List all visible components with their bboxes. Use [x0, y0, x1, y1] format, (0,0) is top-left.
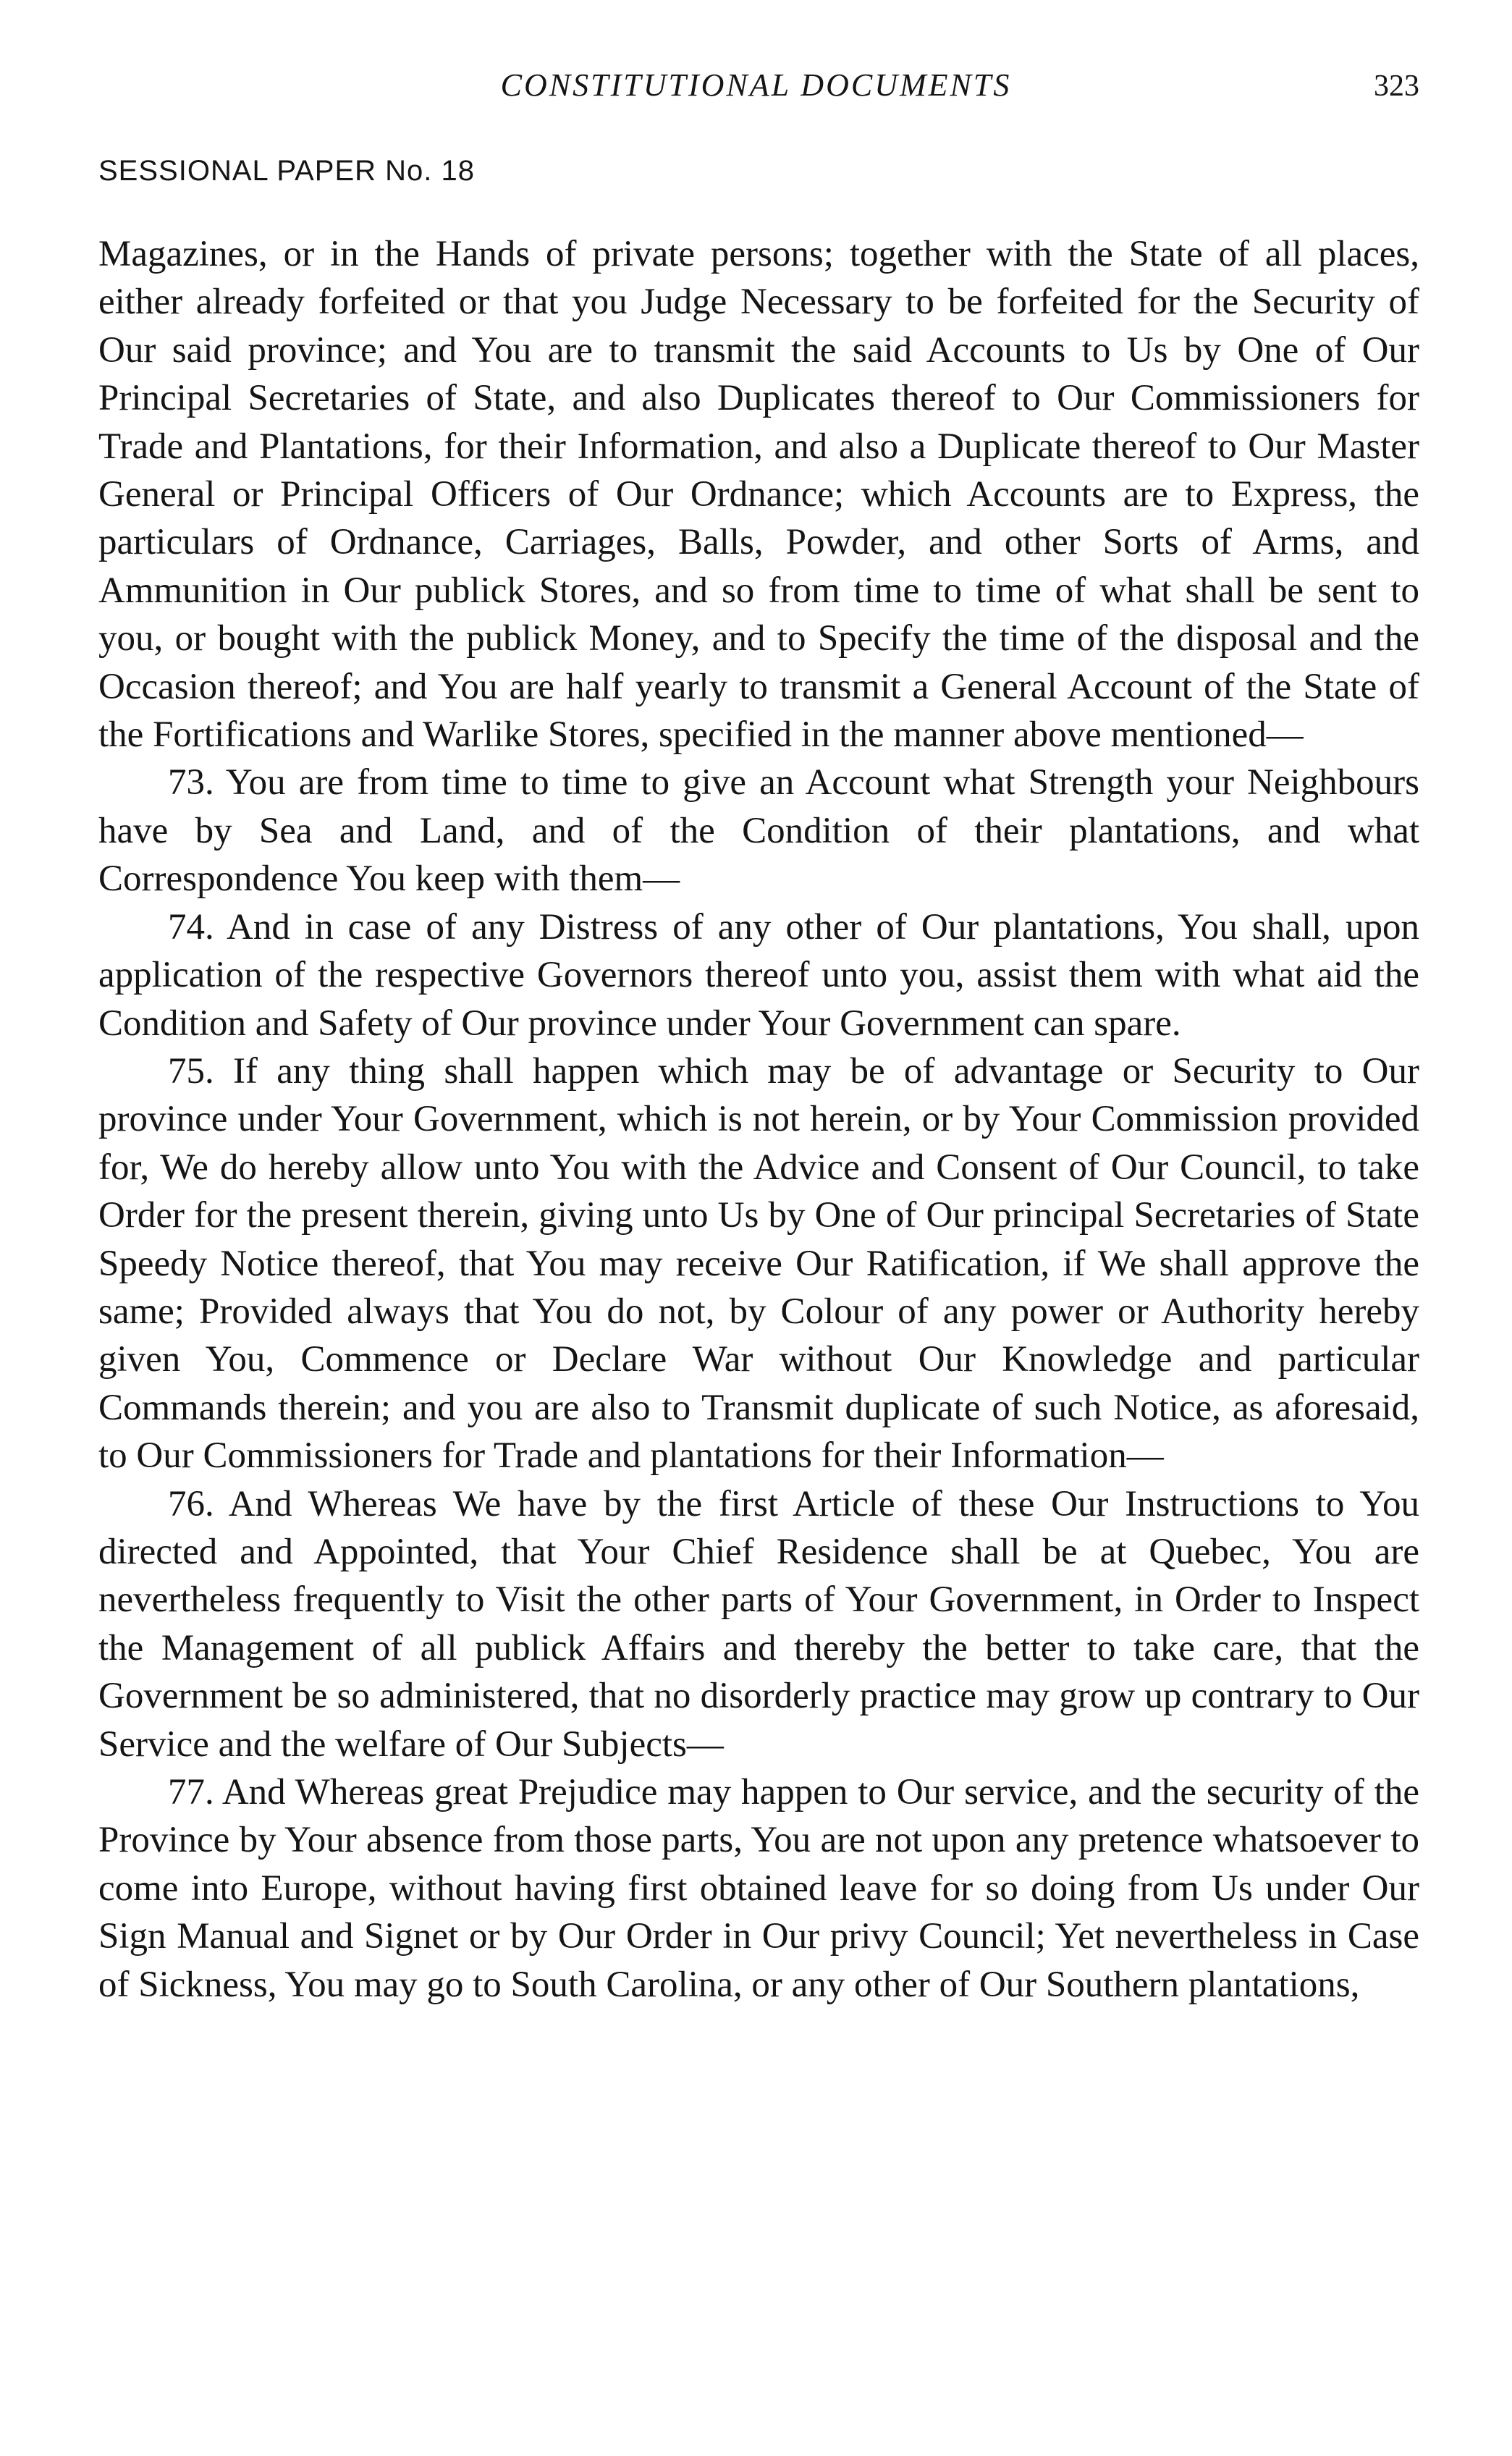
- paragraph-75: 75. If any thing shall happen which may be of advantage or Security to Our province under Your Government, which is not herein, or by Your Commission provided for, We do hereby allow unto You with the Advice and Consent of Our Council, to take Order for the present therein, giving unto Us by One of Our principal Secretaries of State Speedy Notice thereof, that You may receive Our Ratification, if We shall approve the same; Provided always that You do not, by Colour of any power or Authority hereby given You, Commence or Declare War without Our Knowledge and particular Commands therein; and you are also to Transmit duplicate of such Notice, as aforesaid, to Our Commissioners for Trade and plantations for their Information—: [98, 1050, 1419, 1477]
- sessional-paper-label: SESSIONAL PAPER No. 18: [98, 155, 475, 187]
- page-number: 323: [1374, 69, 1419, 103]
- paragraph-73: 73. You are from time to time to give an Account what Strength your Neighbours have by Sea and Land, and of the Condition of their plantations, and what Correspondence You keep with them—: [98, 762, 1419, 900]
- body-text: [98, 230, 1419, 2009]
- paragraph-76: 76. And Whereas We have by the first Article of these Our Instructions to You directed and Appointed, that Your Chief Residence shall be at Quebec, You are nevertheless frequently to Visit the other parts of Your Government, in Order to Inspect the Management of all publick Affairs and thereby the better to take care, that the Government be so administered, that no disorderly practice may grow up contrary to Our Service and the welfare of Our Subjects—: [98, 1483, 1419, 1765]
- running-title: CONSTITUTIONAL DOCUMENTS: [500, 67, 1012, 103]
- paragraph-77: 77. And Whereas great Prejudice may happen to Our service, and the security of the Province by Your absence from those parts, You are not upon any pretence whatsoever to come into Europe, without having first obtained leave for so doing from Us under Our Sign Manual and Signet or by Our Order in Our privy Council; Yet nevertheless in Case of Sickness, You may go to South Carolina, or any other of Our Southern plantations,: [98, 1772, 1419, 2005]
- paragraph-continuation: Magazines, or in the Hands of private persons; together with the State of all places, either already forfeited or that you Judge Necessary to be forfeited for the Security of Our said province; and You are to transmit the said Accounts to Us by One of Our Principal Secretaries of State, and also Duplicates thereof to Our Commissioners for Trade and Plantations, for their Information, and also a Duplicate thereof to Our Master General or Principal Officers of Our Ordnance; which Accounts are to Express, the particulars of Ordnance, Carriages, Balls, Powder, and other Sorts of Arms, and Ammunition in Our publick Stores, and so from time to time of what shall be sent to you, or bought with the publick Money, and to Specify the time of the disposal and the Occasion thereof; and You are half yearly to transmit a General Account of the State of the Fortifications and Warlike Stores, specified in the manner above mentioned—: [98, 234, 1419, 756]
- paragraph-74: 74. And in case of any Distress of any other of Our plantations, You shall, upon application of the respective Governors thereof unto you, assist them with what aid the Condition and Safety of Our province under Your Government can spare.: [98, 906, 1419, 1044]
